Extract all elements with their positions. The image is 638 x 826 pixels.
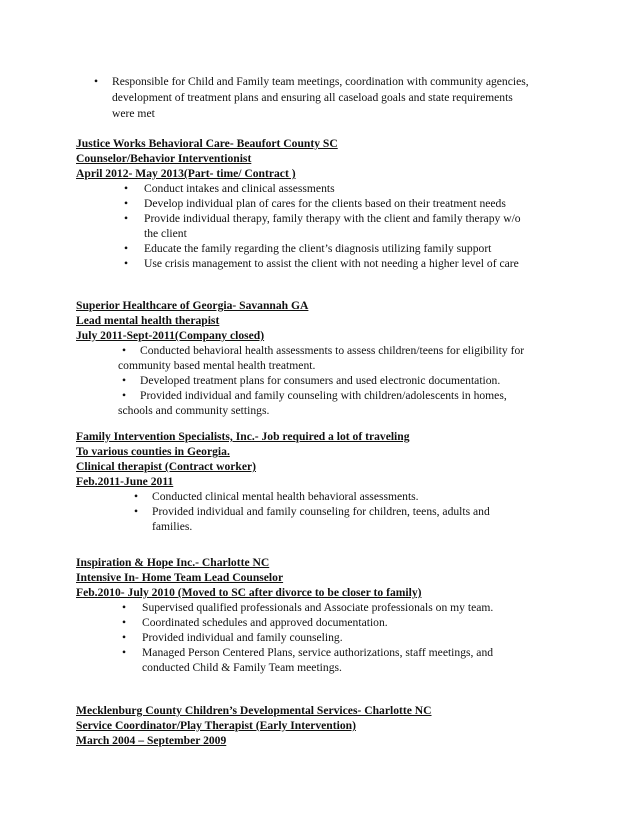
job-2-bullet-3: Provided individual and family counseling with children/adolescents in homes,	[140, 389, 507, 402]
job-4-title: Intensive In- Home Team Lead Counselor	[76, 571, 284, 584]
job-2-dates: July 2011-Sept-2011(Company closed)	[76, 329, 265, 342]
job-3-dates: Feb.2011-June 2011	[76, 475, 174, 488]
job-2-bullet-3-cont: schools and community settings.	[118, 404, 270, 417]
bullet-icon: •	[122, 374, 127, 387]
intro-line-2: development of treatment plans and ensuring all caseload goals and state requirements	[112, 91, 513, 104]
job-3-company-cont: To various counties in Georgia.	[76, 445, 230, 458]
job-3-bullet-2: Provided individual and family counseling for children, teens, adults and	[152, 505, 490, 518]
job-4-bullet-2: Coordinated schedules and approved documentation.	[142, 616, 388, 629]
job-1-dates: April 2012- May 2013(Part- time/ Contract )	[76, 167, 296, 180]
job-1-bullet-5: Use crisis management to assist the client with not needing a higher level of care	[144, 257, 519, 270]
job-3-bullet-2-cont: families.	[152, 520, 193, 533]
job-1-bullet-3: Provide individual therapy, family therapy with the client and family therapy w/o	[144, 212, 521, 225]
bullet-icon: •	[134, 505, 139, 518]
job-3-title: Clinical therapist (Contract worker)	[76, 460, 256, 473]
job-5-title: Service Coordinator/Play Therapist (Early Intervention)	[76, 719, 356, 732]
job-1-bullet-2: Develop individual plan of cares for the clients based on their treatment needs	[144, 197, 506, 210]
bullet-icon: •	[122, 389, 127, 402]
job-4-bullet-1: Supervised qualified professionals and Associate professionals on my team.	[142, 601, 494, 614]
job-5-dates: March 2004 – September 2009	[76, 734, 227, 747]
job-2-title: Lead mental health therapist	[76, 314, 220, 327]
bullet-icon: •	[124, 182, 129, 195]
bullet-icon: •	[124, 242, 129, 255]
bullet-icon: •	[122, 646, 127, 659]
job-2-bullet-1: Conducted behavioral health assessments to assess children/teens for eligibility for	[140, 344, 525, 357]
bullet-icon: •	[122, 616, 127, 629]
bullet-icon: •	[124, 212, 129, 225]
job-4-bullet-4: Managed Person Centered Plans, service authorizations, staff meetings, and	[142, 646, 494, 659]
job-4-dates: Feb.2010- July 2010 (Moved to SC after divorce to be closer to family)	[76, 586, 422, 599]
bullet-icon: •	[122, 631, 127, 644]
bullet-icon: •	[124, 197, 129, 210]
job-1-title: Counselor/Behavior Interventionist	[76, 152, 252, 165]
job-3-bullet-1: Conducted clinical mental health behavioral assessments.	[152, 490, 419, 503]
job-1-company: Justice Works Behavioral Care- Beaufort County SC	[76, 137, 338, 150]
bullet-icon: •	[122, 601, 127, 614]
bullet-icon: •	[94, 75, 99, 88]
job-4-bullet-4-cont: conducted Child & Family Team meetings.	[142, 661, 342, 674]
job-2-bullet-2: Developed treatment plans for consumers and used electronic documentation.	[140, 374, 501, 387]
intro-line-3: were met	[112, 107, 155, 120]
bullet-icon: •	[122, 344, 127, 357]
job-1-bullet-4: Educate the family regarding the client’s diagnosis utilizing family support	[144, 242, 492, 255]
job-5-company: Mecklenburg County Children’s Developmental Services- Charlotte NC	[76, 704, 432, 717]
job-4-company: Inspiration & Hope Inc.- Charlotte NC	[76, 556, 270, 569]
bullet-icon: •	[124, 257, 129, 270]
job-2-bullet-1-cont: community based mental health treatment.	[118, 359, 316, 372]
intro-line-1: Responsible for Child and Family team meetings, coordination with community agencies,	[112, 75, 529, 88]
job-4-bullet-3: Provided individual and family counseling.	[142, 631, 343, 644]
job-3-company: Family Intervention Specialists, Inc.- Job required a lot of traveling	[76, 430, 410, 443]
job-1-bullet-3-cont: the client	[144, 227, 187, 240]
job-2-company: Superior Healthcare of Georgia- Savannah GA	[76, 299, 309, 312]
bullet-icon: •	[134, 490, 139, 503]
job-1-bullet-1: Conduct intakes and clinical assessments	[144, 182, 335, 195]
